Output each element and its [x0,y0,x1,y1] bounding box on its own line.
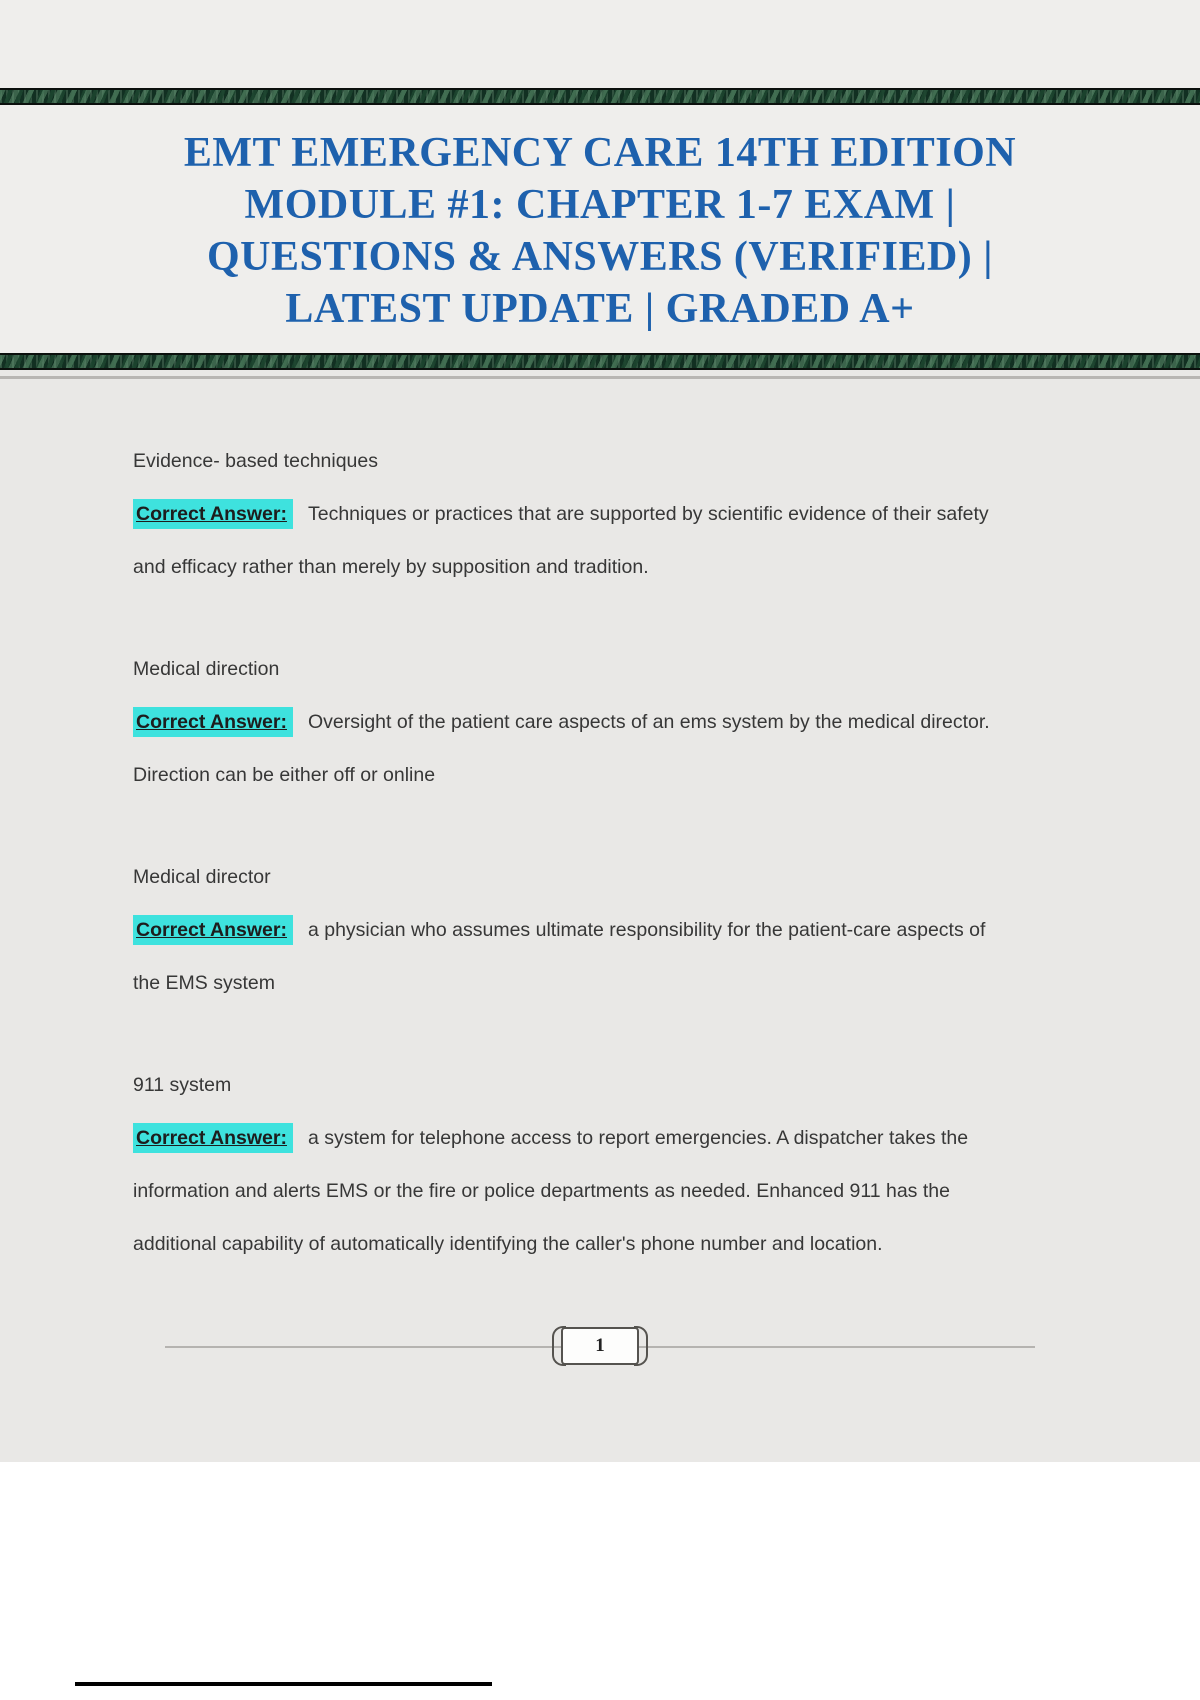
page-number-badge [561,1327,639,1365]
question-text: Medical direction [133,658,280,680]
correct-answer-label: Correct Answer: [133,707,293,737]
correct-answer-label: Correct Answer: [133,499,293,529]
correct-answer-label: Correct Answer: [133,915,293,945]
answer-text: a physician who assumes ultimate responsibility for the patient-care aspects of the EMS system [133,919,986,994]
title-line: QUESTIONS & ANSWERS (VERIFIED) | [206,234,994,280]
answer-paragraph [133,1112,1005,1271]
answer-paragraph [133,696,1005,802]
title-line: MODULE #1: CHAPTER 1-7 EXAM | [244,182,956,228]
correct-answer-label: Correct Answer: [133,1123,293,1153]
answer-text: Oversight of the patient care aspects of an ems system by the medical director. Direction can be either off or online [133,711,990,786]
qa-item [133,643,1005,802]
qa-content [0,379,1200,1271]
document-body [0,370,1200,1462]
question-text: Medical director [133,866,271,888]
page-title [40,127,1160,335]
page-number-nav [165,1327,1035,1367]
answer-text: Techniques or practices that are supported by scientific evidence of their safety and efficacy rather than merely by supposition and tradition. [133,503,989,578]
qa-item [133,1059,1005,1271]
footer-rule [75,1682,492,1686]
decorative-border-top [0,88,1200,105]
decorative-border-bottom [0,353,1200,370]
question-text: Evidence- based techniques [133,450,378,472]
question-text: 911 system [133,1074,232,1096]
answer-paragraph [133,488,1005,594]
qa-item [133,435,1005,594]
page-number: 1 [595,1335,605,1356]
footer-band [0,1462,1200,1700]
answer-text: a system for telephone access to report emergencies. A dispatcher takes the information and alerts EMS or the fire or police departments as needed. Enhanced 911 has the additional capability of automatically identifying the caller's phone number and location. [133,1127,969,1255]
title-line: LATEST UPDATE | GRADED A+ [285,286,915,332]
title-line: EMT EMERGENCY CARE 14TH EDITION [183,130,1017,176]
answer-paragraph [133,904,1005,1010]
top-margin-band [0,0,1200,88]
title-section [0,105,1200,353]
qa-item [133,851,1005,1010]
